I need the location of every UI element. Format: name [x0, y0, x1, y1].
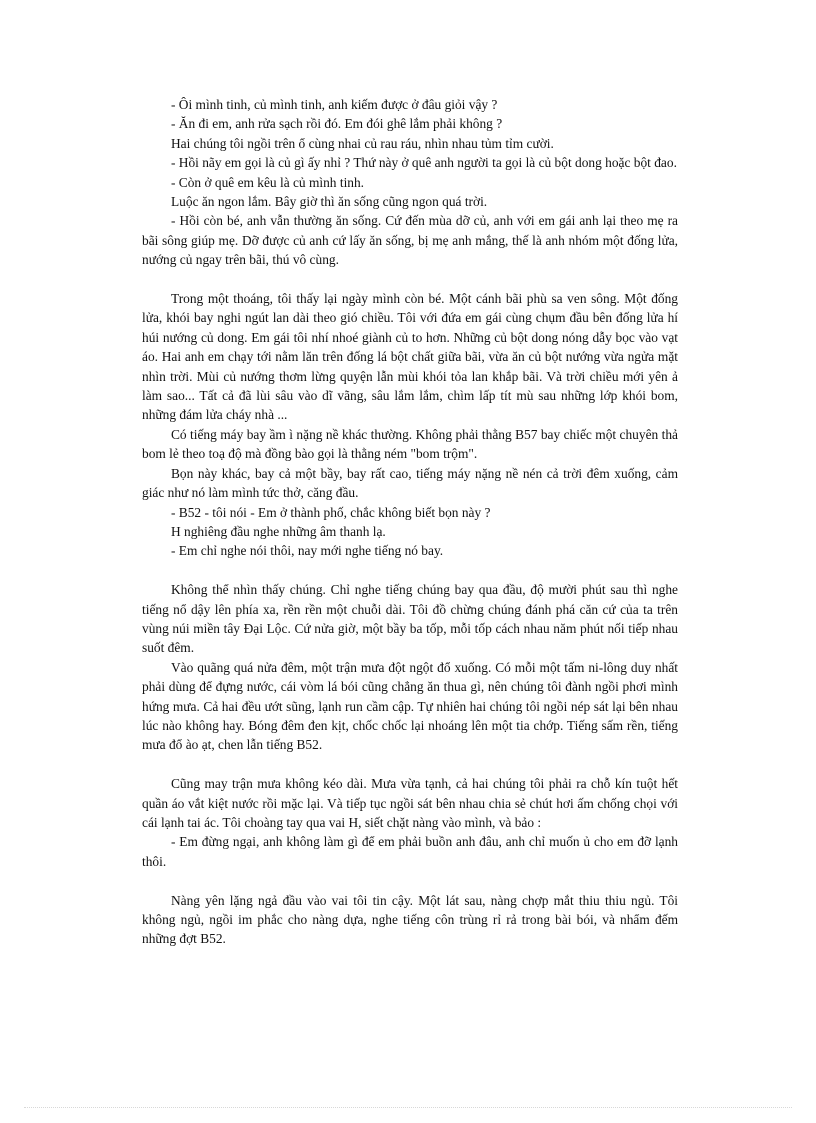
paragraph-spacer — [142, 871, 678, 890]
page-bottom-rule — [24, 1107, 792, 1108]
paragraph: - Em đừng ngại, anh không làm gì để em phải buồn anh đâu, anh chỉ muốn ủ cho em đỡ lạnh thôi. — [142, 834, 678, 869]
paragraph-spacer — [142, 270, 678, 289]
paragraph: - Ăn đi em, anh rửa sạch rồi đó. Em đói ghê lắm phải không ? — [171, 116, 503, 132]
paragraph: Nàng yên lặng ngả đầu vào vai tôi tin cậy. Một lát sau, nàng chợp mắt thiu thiu ngủ. Tôi không ngủ, ngồi im phắc cho nàng dựa, nghe tiếng côn trùng rỉ rả trong bài bói, và nhẩm đếm những đợt B52. — [142, 892, 678, 947]
paragraph: - B52 - tôi nói - Em ở thành phố, chắc không biết bọn này ? — [171, 504, 491, 520]
paragraph-spacer — [142, 755, 678, 774]
paragraph: Bọn này khác, bay cả một bầy, bay rất cao, tiếng máy nặng nề nén cả trời đêm xuống, cảm giác như nó làm mình tức thở, căng đầu. — [142, 465, 678, 501]
paragraph: Luộc ăn ngon lắm. Bây giờ thì ăn sống cũng ngon quá trời. — [171, 194, 488, 210]
paragraph: - Hồi nãy em gọi là củ gì ấy nhỉ ? Thứ này ở quê anh người ta gọi là củ bột dong hoặc bột đao. — [171, 155, 677, 171]
paragraph: Có tiếng máy bay ầm ì nặng nề khác thường. Không phải thằng B57 bay chiếc một chuyên thả bom lẻ theo toạ độ mà đồng bào gọi là thằng ném "bom trộm". — [142, 426, 678, 462]
paragraph: Vào quãng quá nửa đêm, một trận mưa đột ngột đổ xuống. Có mỗi một tấm ni-lông duy nhất phải dùng để đựng nước, cái vòm lá bói cũng chẳng ăn thua gì, nên chúng tôi đành ngồi phơi mình hứng mưa. Cả hai đều ướt sũng, lạnh run cầm cập. Tự nhiên hai chúng tôi ngồi nép sát lại bên nhau lúc nào không hay. Bóng đêm đen kịt, chốc chốc lại nhoáng lên một tia chớp. Tiếng sấm rền, tiếng mưa đổ ào ạt, chen lẫn tiếng B52. — [142, 659, 678, 753]
paragraph: - Còn ở quê em kêu là củ mình tinh. — [171, 174, 365, 190]
paragraph-spacer — [142, 561, 678, 580]
paragraph: - Em chỉ nghe nói thôi, nay mới nghe tiếng nó bay. — [171, 543, 444, 559]
document-body — [142, 95, 678, 949]
paragraph: Không thể nhìn thấy chúng. Chỉ nghe tiếng chúng bay qua đầu, độ mười phút sau thì nghe tiếng nổ dậy lên phía xa, rền rền một chuỗi dài. Tôi đồ chừng chúng đánh phá căn cứ của ta trên vùng núi miền tây Đại Lộc. Cứ nửa giờ, một bầy ba tốp, mỗi tốp cách nhau năm phút nối tiếp nhau suốt đêm. — [142, 582, 678, 656]
paragraph: Cũng may trận mưa không kéo dài. Mưa vừa tạnh, cả hai chúng tôi phải ra chỗ kín tuột hết quần áo vắt kiệt nước rồi mặc lại. Và tiếp tục ngồi sát bên nhau chia sẻ chút hơi ấm chống chọi với cái lạnh tai ác. Tôi choàng tay qua vai H, siết chặt nàng vào mình, và bảo : — [142, 776, 678, 830]
paragraph: - Ôi mình tinh, củ mình tinh, anh kiếm được ở đâu giỏi vậy ? — [171, 97, 498, 112]
paragraph: Hai chúng tôi ngồi trên ổ cùng nhai củ rau ráu, nhìn nhau tủm tỉm cười. — [171, 135, 554, 151]
paragraph: H nghiêng đầu nghe những âm thanh lạ. — [171, 523, 386, 539]
paragraph: - Hồi còn bé, anh vẫn thường ăn sống. Cứ đến mùa dỡ củ, anh với em gái anh lại theo mẹ ra bãi sông giúp mẹ. Dỡ được củ anh cứ lấy ăn sống, bị mẹ anh mắng, thế là anh nhóm một đống lửa, nướng củ ngay trên bãi, thú vô cùng. — [142, 213, 678, 268]
paragraph: Trong một thoáng, tôi thấy lại ngày mình còn bé. Một cánh bãi phù sa ven sông. Một đống lửa, khói bay nghi ngút lan dài theo gió chiều. Tôi với đứa em gái cùng chụm đầu bên đống lửa hí húi nướng củ dong. Em gái tôi nhí nhoé giành củ to hơn. Những củ bột dong nóng dẫy bọc vào vạt áo. Hai anh em chạy tới nằm lăn trên đống lá bột chất giữa bãi, vừa ăn củ bột nướng vừa ngửa mặt nhìn trời. Mùi củ nướng thơm lừng quyện lẫn mùi khói tỏa lan khắp bãi. Và trời chiều mới yên ả làm sao... Tất cả đã lùi sâu vào dĩ vãng, sâu lắm lắm, chìm lấp tít mù sau những lớp khói bom, những đám lửa cháy nhà ... — [142, 291, 678, 423]
